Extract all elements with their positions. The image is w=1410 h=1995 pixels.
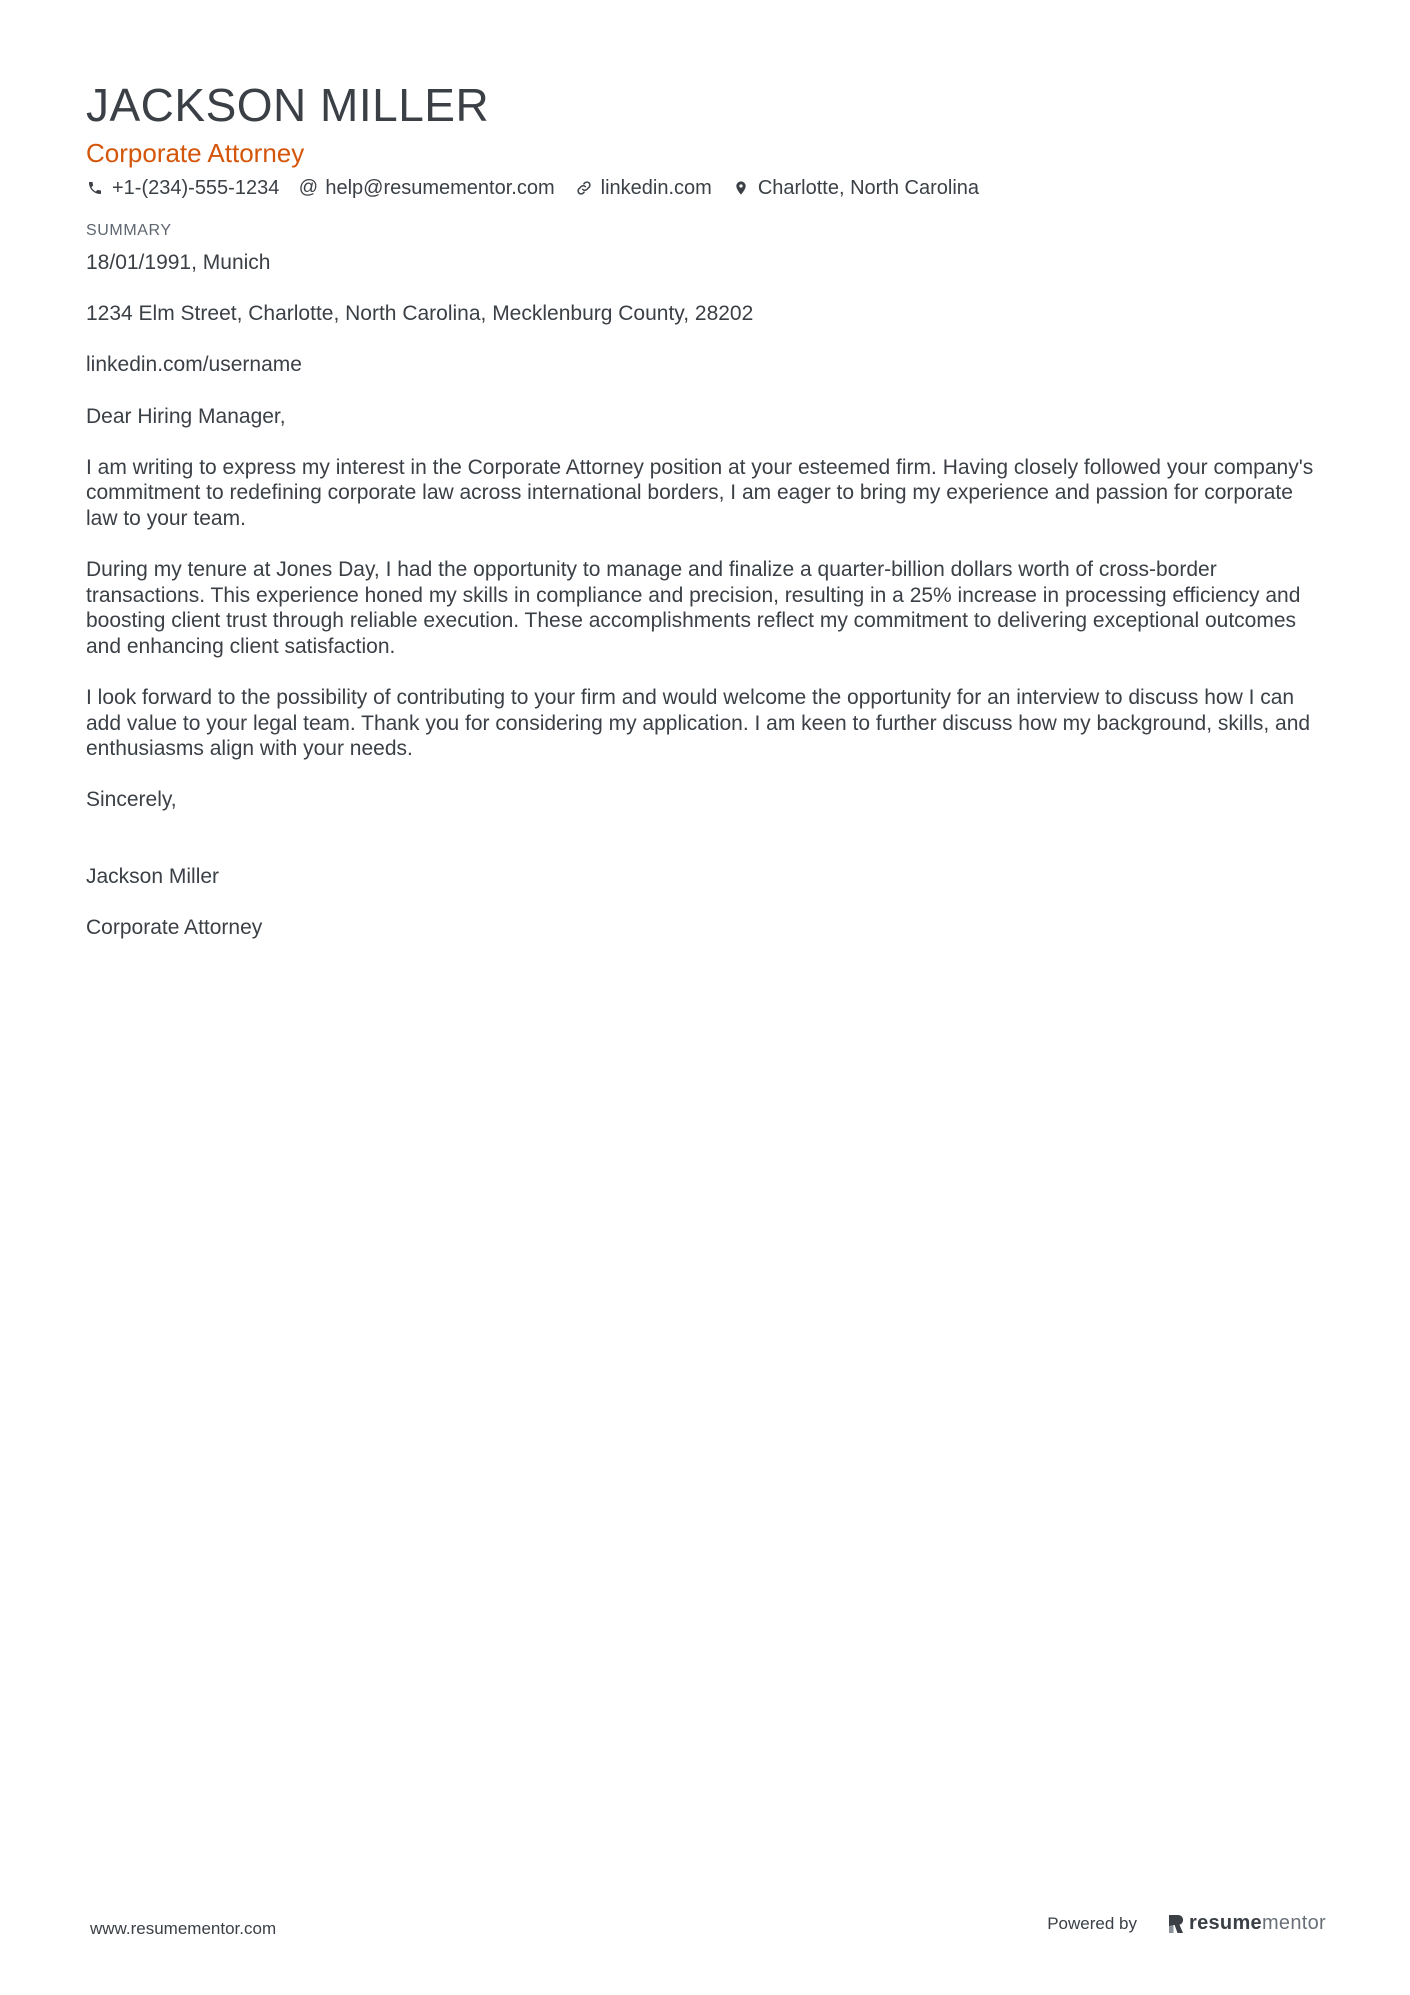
address: 1234 Elm Street, Charlotte, North Carolina, Mecklenburg County, 28202 bbox=[86, 302, 754, 326]
powered-by-text: Powered by bbox=[1047, 1913, 1137, 1933]
date-place: 18/01/1991, Munich bbox=[86, 251, 271, 274]
phone-text: +1-(234)-555-1234 bbox=[112, 177, 280, 199]
contact-phone bbox=[86, 174, 279, 202]
linkedin-text[interactable]: linkedin.com bbox=[600, 177, 712, 199]
location-text: Charlotte, North Carolina bbox=[757, 177, 980, 199]
signature-title: Corporate Attorney bbox=[86, 916, 263, 940]
candidate-name: JACKSON MILLER bbox=[86, 79, 490, 131]
closing: Sincerely, bbox=[86, 788, 177, 812]
signature-spacer bbox=[86, 839, 1326, 865]
job-title: Corporate Attorney bbox=[86, 138, 305, 168]
paragraph-intro: I am writing to express my interest in the Corporate Attorney position at your esteemed firm. Having closely followed your company's commitment to redefining corporate law across international borders, I am eager to bring my experience and passion for corporate law to your team. bbox=[86, 455, 1314, 530]
paragraph-experience: During my tenure at Jones Day, I had the opportunity to manage and finalize a quarter-billion dollars worth of cross-border transactions. This experience honed my skills in compliance and precision, resulting in a 25% increase in processing efficiency and boosting client trust through reliable execution. These accomplishments reflect my commitment to delivering exceptional outcomes and enhancing client satisfaction. bbox=[86, 558, 1301, 658]
section-label-summary: SUMMARY bbox=[86, 222, 172, 239]
at-icon: @ bbox=[298, 177, 318, 198]
contact-bar bbox=[86, 174, 1326, 202]
contact-email[interactable] bbox=[299, 174, 554, 202]
linkedin-url[interactable]: linkedin.com/username bbox=[86, 353, 302, 377]
phone-icon bbox=[86, 179, 104, 197]
signature-name: Jackson Miller bbox=[86, 865, 220, 889]
contact-linkedin[interactable] bbox=[575, 174, 712, 202]
salutation: Dear Hiring Manager, bbox=[86, 404, 286, 428]
resumementor-logo-icon bbox=[1167, 1913, 1185, 1935]
brand-name-part1: resume bbox=[1189, 1912, 1262, 1934]
contact-location bbox=[732, 174, 979, 202]
location-pin-icon bbox=[732, 179, 750, 197]
brand-logo[interactable] bbox=[1167, 1912, 1326, 1935]
brand-name-part2: mentor bbox=[1261, 1912, 1326, 1934]
footer-website[interactable]: www.resumementor.com bbox=[90, 1919, 277, 1938]
link-icon bbox=[575, 179, 593, 197]
header bbox=[86, 78, 1326, 202]
cover-letter-body bbox=[86, 250, 1326, 967]
paragraph-closing: I look forward to the possibility of contributing to your firm and would welcome the opportunity for an interview to discuss how I can add value to your legal team. Thank you for considering my application. I am keen to further discuss how my background, skills, and enthusiasms align with your needs. bbox=[86, 686, 1311, 761]
email-text[interactable]: help@resumementor.com bbox=[325, 177, 555, 199]
footer-branding bbox=[1047, 1912, 1326, 1935]
